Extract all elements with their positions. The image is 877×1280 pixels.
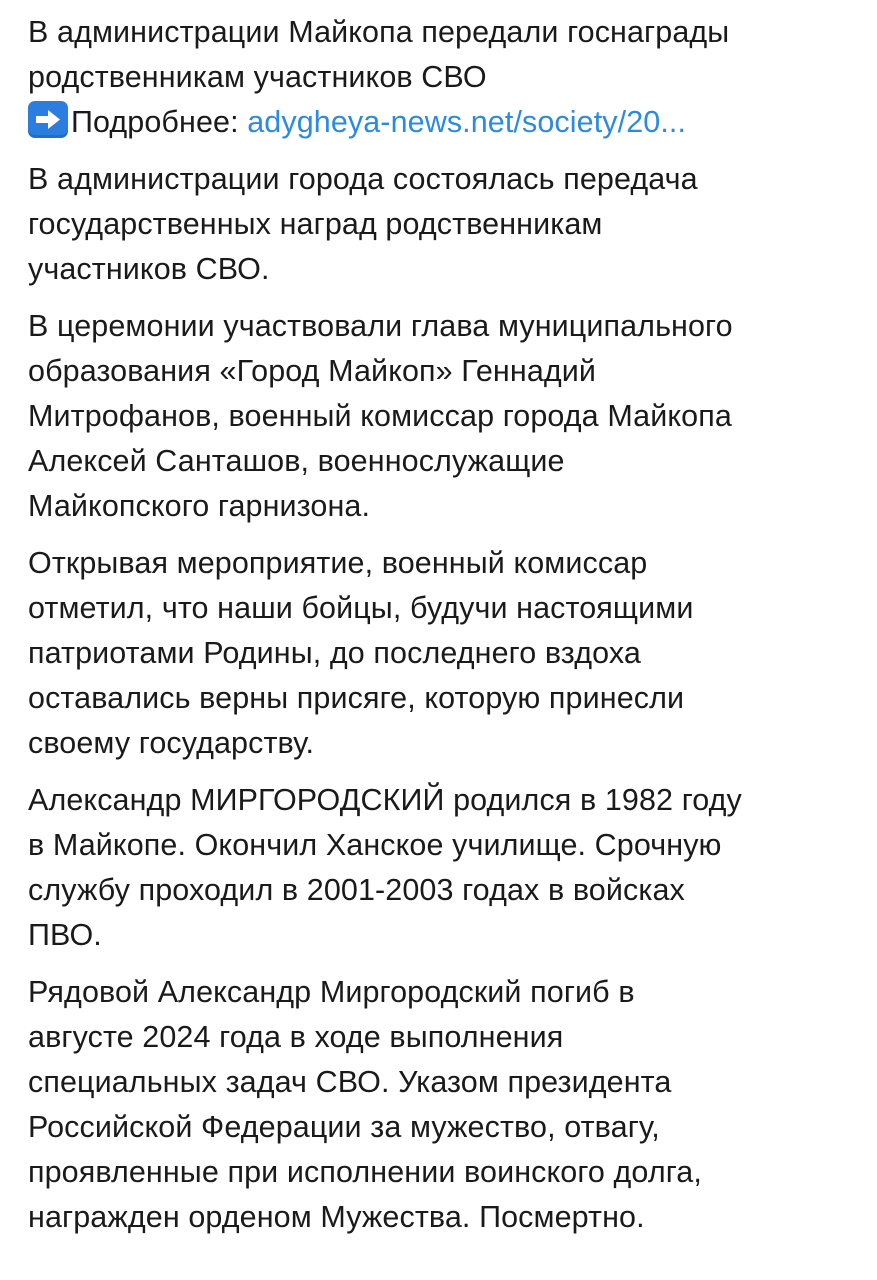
text-line: Открывая мероприятие, военный комиссар	[28, 546, 648, 580]
more-label: Подробнее:	[71, 105, 248, 139]
paragraph-biography	[28, 778, 858, 958]
text-line: своему государству.	[28, 726, 315, 760]
text-line: Российской Федерации за мужество, отвагу,	[28, 1110, 660, 1144]
text-line: Алексей Санташов, военнослужащие	[28, 444, 565, 478]
text-line: Митрофанов, военный комиссар города Майкопа	[28, 399, 732, 433]
headline-line-2: родственникам участников СВО	[28, 60, 487, 94]
text-line: В церемонии участвовали глава муниципального	[28, 309, 733, 343]
text-line: в Майкопе. Окончил Ханское училище. Срочную	[28, 828, 722, 862]
text-line: Рядовой Александр Миргородский погиб в	[28, 975, 635, 1009]
text-line: участников СВО.	[28, 252, 270, 286]
text-line: государственных наград родственникам	[28, 207, 603, 241]
text-line: службу проходил в 2001-2003 годах в войсках	[28, 873, 685, 907]
text-line: оставались верны присяге, которую принесли	[28, 681, 685, 715]
right-arrow-emoji-icon	[28, 101, 68, 138]
text-line: Александр МИРГОРОДСКИЙ родился в 1982 году	[28, 783, 742, 817]
text-line: награжден орденом Мужества. Посмертно.	[28, 1200, 645, 1234]
text-line: Майкопского гарнизона.	[28, 489, 371, 523]
article-link[interactable]: adygheya-news.net/society/20...	[247, 105, 687, 139]
paragraph-commissar-speech	[28, 541, 858, 766]
text-line: отметил, что наши бойцы, будучи настоящими	[28, 591, 694, 625]
text-line: августе 2024 года в ходе выполнения	[28, 1020, 564, 1054]
headline-line-1: В администрации Майкопа передали госнаграды	[28, 15, 730, 49]
text-line: В администрации города состоялась передача	[28, 162, 698, 196]
text-line: патриотами Родины, до последнего вздоха	[28, 636, 641, 670]
text-line: проявленные при исполнении воинского долга,	[28, 1155, 702, 1189]
text-line: специальных задач СВО. Указом президента	[28, 1065, 672, 1099]
post-message	[28, 10, 858, 1252]
paragraph-participants	[28, 304, 858, 529]
paragraph-ceremony-intro	[28, 157, 858, 292]
headline-paragraph	[28, 10, 858, 145]
text-line: ПВО.	[28, 918, 102, 952]
text-line: образования «Город Майкоп» Геннадий	[28, 354, 597, 388]
more-line	[28, 100, 858, 145]
paragraph-award	[28, 970, 858, 1240]
